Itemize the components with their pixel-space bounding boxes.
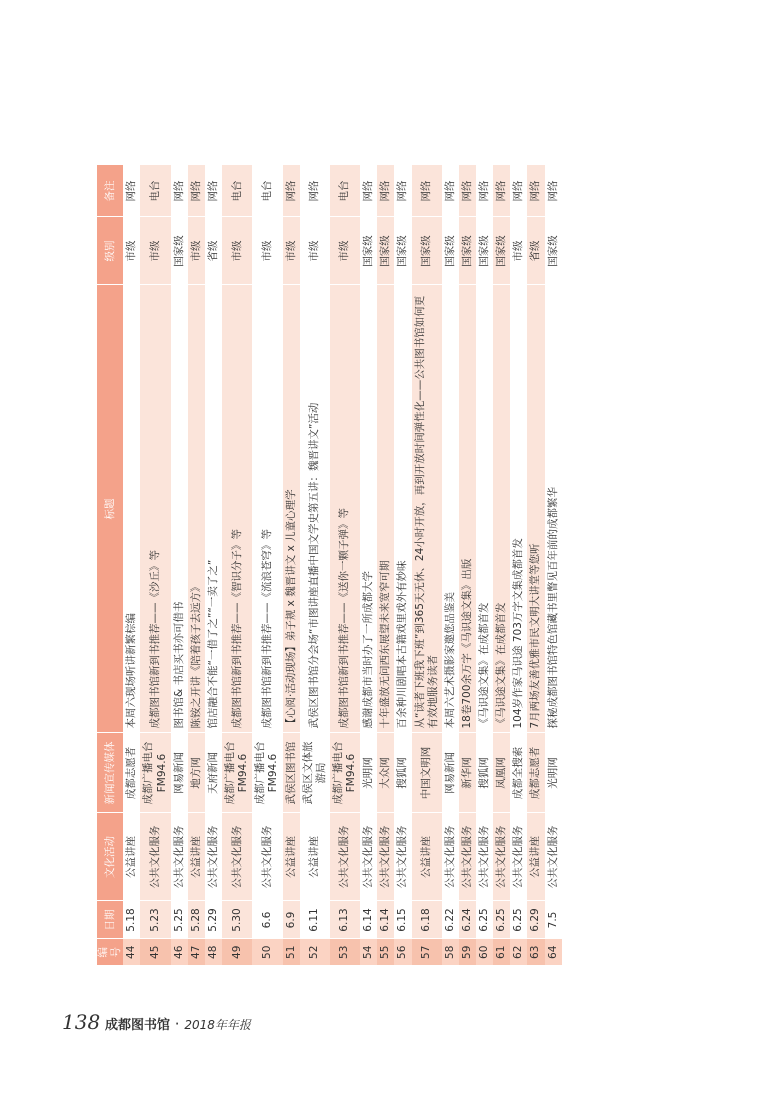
- row-number: 51: [283, 939, 300, 965]
- row-level: 国家级: [394, 217, 411, 285]
- table-row: [140, 165, 170, 965]
- row-date: 5.25: [171, 901, 188, 939]
- column-header: 级别: [97, 217, 123, 285]
- row-number: 50: [252, 939, 282, 965]
- row-remark: 网络: [545, 165, 562, 217]
- row-media: 网易新闻: [442, 733, 459, 813]
- row-activity: 公益讲座: [300, 813, 330, 901]
- row-title: 成都图书馆新到书推荐——《智识分子》等: [222, 285, 252, 733]
- library-name: 成都图书馆: [104, 1018, 170, 1033]
- row-number: 64: [545, 939, 562, 965]
- row-remark: 网络: [300, 165, 330, 217]
- row-remark: 电台: [330, 165, 360, 217]
- table-row: [527, 165, 544, 965]
- row-number: 59: [459, 939, 476, 965]
- row-remark: 网络: [493, 165, 510, 217]
- row-remark: 电台: [140, 165, 170, 217]
- table-row: [188, 165, 205, 965]
- table-row: [545, 165, 562, 965]
- table-row: [222, 165, 252, 965]
- row-level: 市级: [283, 217, 300, 285]
- row-title: 【心阅·活动现场】弟子规 x 魏晋讲文 x 儿童心理学: [283, 285, 300, 733]
- row-date: 7.5: [545, 901, 562, 939]
- rotated-table-container: [97, 165, 687, 965]
- row-level: 市级: [252, 217, 282, 285]
- row-level: 市级: [188, 217, 205, 285]
- row-date: 5.23: [140, 901, 170, 939]
- page-number: 138: [62, 1010, 101, 1034]
- row-remark: 网络: [123, 165, 140, 217]
- table-row: [300, 165, 330, 965]
- column-header: 文化活动: [97, 813, 123, 901]
- row-remark: 网络: [527, 165, 544, 217]
- row-media: 凤凰网: [493, 733, 510, 813]
- row-activity: 公共文化服务: [330, 813, 360, 901]
- row-date: 6.25: [476, 901, 493, 939]
- row-remark: 电台: [252, 165, 282, 217]
- table-row: [205, 165, 222, 965]
- row-title: 百余种川剧唱本古籍戏里戏外有妙味: [394, 285, 411, 733]
- row-activity: 公共文化服务: [493, 813, 510, 901]
- row-activity: 公共文化服务: [442, 813, 459, 901]
- row-number: 49: [222, 939, 252, 965]
- row-media: 光明网: [360, 733, 377, 813]
- row-number: 63: [527, 939, 544, 965]
- row-date: 6.18: [412, 901, 442, 939]
- table-row: [459, 165, 476, 965]
- footer-separator: ·: [174, 1015, 180, 1033]
- row-number: 60: [476, 939, 493, 965]
- row-activity: 公共文化服务: [377, 813, 394, 901]
- row-activity: 公共文化服务: [510, 813, 527, 901]
- row-activity: 公共文化服务: [171, 813, 188, 901]
- row-remark: 网络: [442, 165, 459, 217]
- row-remark: 网络: [283, 165, 300, 217]
- row-media: 成都广播电台FM94.6: [140, 733, 170, 813]
- row-number: 48: [205, 939, 222, 965]
- row-title: 本周六现场听讲新繁棕编: [123, 285, 140, 733]
- table-row: [123, 165, 140, 965]
- table-row: [476, 165, 493, 965]
- table-row: [510, 165, 527, 965]
- table-row: [330, 165, 360, 965]
- row-activity: 公共文化服务: [252, 813, 282, 901]
- row-activity: 公益讲座: [188, 813, 205, 901]
- column-header: 日期: [97, 901, 123, 939]
- row-date: 6.9: [283, 901, 300, 939]
- row-date: 5.18: [123, 901, 140, 939]
- row-remark: 网络: [412, 165, 442, 217]
- row-title: 探秘成都图书馆特色馆藏书里瞥见百年前的成都繁华: [545, 285, 562, 733]
- row-activity: 公共文化服务: [360, 813, 377, 901]
- row-media: 光明网: [545, 733, 562, 813]
- table-header-row: [97, 165, 123, 965]
- row-number: 62: [510, 939, 527, 965]
- column-header: 新闻宣传媒体: [97, 733, 123, 813]
- table-row: [283, 165, 300, 965]
- row-level: 国家级: [476, 217, 493, 285]
- table-body: [123, 165, 561, 965]
- row-activity: 公共文化服务: [545, 813, 562, 901]
- row-level: 国家级: [493, 217, 510, 285]
- row-remark: 网络: [188, 165, 205, 217]
- row-media: 武侯区图书馆: [283, 733, 300, 813]
- row-number: 53: [330, 939, 360, 965]
- row-number: 58: [442, 939, 459, 965]
- row-media: 天府新闻: [205, 733, 222, 813]
- row-date: 5.28: [188, 901, 205, 939]
- row-title: 十年盛放无问西东展望未来宽窄可期: [377, 285, 394, 733]
- row-number: 47: [188, 939, 205, 965]
- row-level: 市级: [330, 217, 360, 285]
- row-media: 成都广播电台FM94.6: [330, 733, 360, 813]
- row-date: 6.6: [252, 901, 282, 939]
- row-title: 图书馆& 书店买书亦可借书: [171, 285, 188, 733]
- row-date: 5.29: [205, 901, 222, 939]
- table-row: [493, 165, 510, 965]
- row-number: 45: [140, 939, 170, 965]
- row-number: 44: [123, 939, 140, 965]
- row-title: 感谢成都市当时办了一所成都大学: [360, 285, 377, 733]
- row-activity: 公共文化服务: [222, 813, 252, 901]
- row-number: 52: [300, 939, 330, 965]
- row-number: 61: [493, 939, 510, 965]
- news-media-table: [97, 165, 562, 966]
- table-row: [377, 165, 394, 965]
- row-media: 地方网: [188, 733, 205, 813]
- row-title: 104岁作家马识途 703万字文集成都首发: [510, 285, 527, 733]
- row-level: 市级: [510, 217, 527, 285]
- row-media: 成都广播电台FM94.6: [222, 733, 252, 813]
- row-date: 6.29: [527, 901, 544, 939]
- row-number: 46: [171, 939, 188, 965]
- row-remark: 电台: [222, 165, 252, 217]
- row-title: 武侯区图书馆分会场“市图讲座直播中国文学史第五讲：魏晋讲文”活动: [300, 285, 330, 733]
- column-header: 备注: [97, 165, 123, 217]
- row-media: 新华网: [459, 733, 476, 813]
- row-level: 市级: [300, 217, 330, 285]
- row-media: 成都志愿者: [123, 733, 140, 813]
- row-title: 馆店融合不能“一借了之”“一卖了之”: [205, 285, 222, 733]
- row-date: 6.13: [330, 901, 360, 939]
- column-header: 编号: [97, 939, 123, 965]
- row-number: 56: [394, 939, 411, 965]
- table-row: [394, 165, 411, 965]
- row-media: 大众网: [377, 733, 394, 813]
- row-activity: 公益讲座: [123, 813, 140, 901]
- row-level: 市级: [140, 217, 170, 285]
- row-level: 市级: [222, 217, 252, 285]
- row-title: 陈铵之开讲《陪着孩子去远方》: [188, 285, 205, 733]
- row-media: 搜狐网: [394, 733, 411, 813]
- row-level: 国家级: [360, 217, 377, 285]
- row-level: 国家级: [442, 217, 459, 285]
- row-date: 6.14: [377, 901, 394, 939]
- row-level: 市级: [123, 217, 140, 285]
- row-level: 省级: [205, 217, 222, 285]
- row-media: 中国文明网: [412, 733, 442, 813]
- row-activity: 公共文化服务: [476, 813, 493, 901]
- row-date: 6.25: [510, 901, 527, 939]
- row-media: 武侯区文体旅游局: [300, 733, 330, 813]
- row-level: 国家级: [545, 217, 562, 285]
- row-title: 从“读者下班我下班”到365天无休、24小时开放，再到开放时间弹性化——公共图书馆如何更有效地服务读者: [412, 285, 442, 733]
- row-media: 网易新闻: [171, 733, 188, 813]
- row-title: 成都图书馆新到书推荐——《流浪苍穹》等: [252, 285, 282, 733]
- row-date: 6.22: [442, 901, 459, 939]
- row-date: 6.24: [459, 901, 476, 939]
- report-title: 2018年年报: [184, 1018, 251, 1032]
- row-title: 成都图书馆新到书推荐——《送你一颗子弹》等: [330, 285, 360, 733]
- row-remark: 网络: [476, 165, 493, 217]
- row-activity: 公共文化服务: [140, 813, 170, 901]
- row-date: 6.14: [360, 901, 377, 939]
- row-remark: 网络: [205, 165, 222, 217]
- row-title: 本周六艺术摄影家邀您品鉴美: [442, 285, 459, 733]
- row-activity: 公共文化服务: [459, 813, 476, 901]
- row-title: 18卷700余万字《马识途文集》出版: [459, 285, 476, 733]
- row-level: 国家级: [171, 217, 188, 285]
- row-remark: 网络: [459, 165, 476, 217]
- row-remark: 网络: [377, 165, 394, 217]
- row-title: 《马识途文集》在成都首发: [476, 285, 493, 733]
- row-title: 成都图书馆新到书推荐——《沙丘》等: [140, 285, 170, 733]
- row-level: 国家级: [459, 217, 476, 285]
- column-header: 标题: [97, 285, 123, 733]
- row-number: 54: [360, 939, 377, 965]
- row-date: 6.15: [394, 901, 411, 939]
- table-row: [171, 165, 188, 965]
- table-row: [360, 165, 377, 965]
- row-media: 成都志愿者: [527, 733, 544, 813]
- row-media: 成都广播电台FM94.6: [252, 733, 282, 813]
- row-remark: 网络: [171, 165, 188, 217]
- row-remark: 网络: [394, 165, 411, 217]
- row-date: 6.11: [300, 901, 330, 939]
- row-date: 5.30: [222, 901, 252, 939]
- row-number: 55: [377, 939, 394, 965]
- table-row: [412, 165, 442, 965]
- row-media: 成都全搜索: [510, 733, 527, 813]
- row-level: 省级: [527, 217, 544, 285]
- row-title: 7月两场友善优雅市民文明大讲堂等您听: [527, 285, 544, 733]
- table-row: [252, 165, 282, 965]
- page-footer: [62, 1010, 251, 1034]
- row-date: 6.25: [493, 901, 510, 939]
- row-activity: 公共文化服务: [205, 813, 222, 901]
- row-activity: 公益讲座: [527, 813, 544, 901]
- row-activity: 公益讲座: [283, 813, 300, 901]
- row-activity: 公共文化服务: [394, 813, 411, 901]
- row-level: 国家级: [412, 217, 442, 285]
- row-remark: 网络: [510, 165, 527, 217]
- row-number: 57: [412, 939, 442, 965]
- row-activity: 公益讲座: [412, 813, 442, 901]
- row-title: 《马识途文集》在成都首发: [493, 285, 510, 733]
- row-remark: 网络: [360, 165, 377, 217]
- row-media: 搜狐网: [476, 733, 493, 813]
- row-level: 国家级: [377, 217, 394, 285]
- table-row: [442, 165, 459, 965]
